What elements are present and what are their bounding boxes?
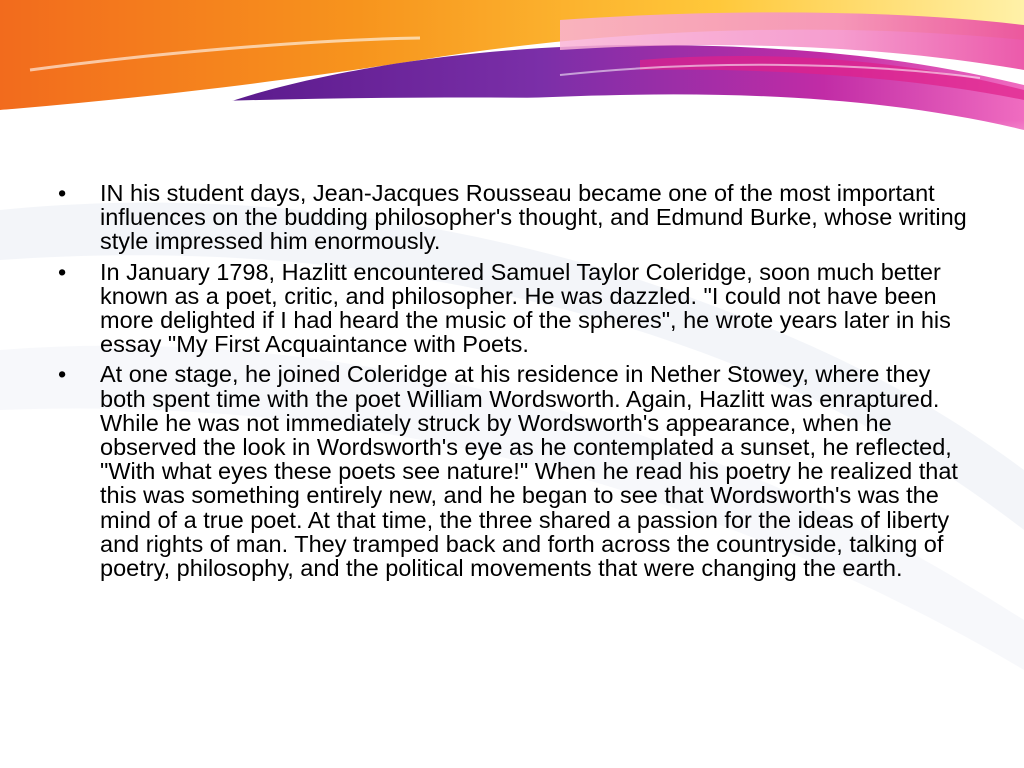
bullet-item: [58, 260, 978, 357]
bullet-item: [58, 181, 978, 254]
bullet-text: In January 1798, Hazlitt encountered Samuel Taylor Coleridge, soon much better known as a poet, critic, and philosopher. He was dazzled. "I could not have been more delighted if I had heard the music of the spheres", he wrote years later in his essay "My First Acquaintance with Poets.: [100, 258, 951, 358]
bullet-marker: •: [58, 180, 67, 206]
bullet-marker: •: [58, 361, 67, 388]
bullet-marker: •: [58, 258, 67, 285]
bullet-list: [58, 181, 978, 586]
bullet-item: [58, 362, 978, 580]
bullet-text: At one stage, he joined Coleridge at his residence in Nether Stowey, where they both spent time with the poet William Wordsworth. Again, Hazlitt was enraptured. While he was not immediately struck by Wordsworth's appearance, when he observed the look in Wordsworth's eye as he contemplated a sunset, he reflected, "With what eyes these poets see nature!" When he read his poetry he realized that this was something entirely new, and he began to see that Wordsworth's was the mind of a true poet. At that time, the three shared a passion for the ideas of liberty and rights of man. They tramped back and forth across the countryside, talking of poetry, philosophy, and the political movements that were changing the earth.: [100, 361, 958, 582]
bullet-text: IN his student days, Jean-Jacques Rousseau became one of the most important influences on the budding philosopher's thought, and Edmund Burke, whose writing style impressed him enormously.: [100, 180, 967, 255]
